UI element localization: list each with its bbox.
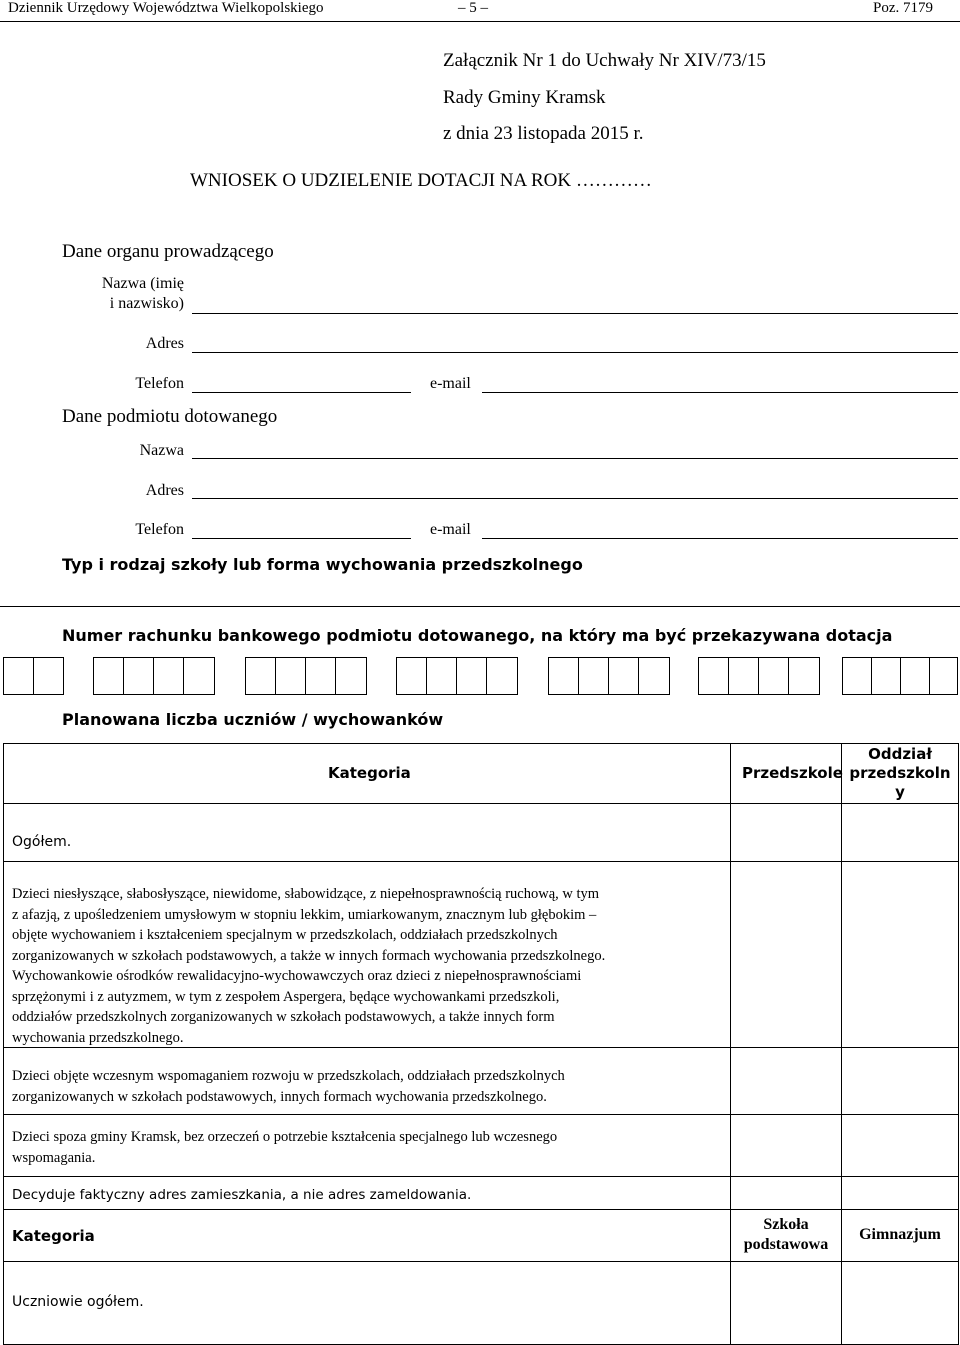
table2-col-header-gymnasium: Gimnazjum bbox=[859, 1226, 941, 1243]
organ-address-label: Adres bbox=[145, 335, 184, 352]
table2-col-header-primary-school: Szkoła podstawowa bbox=[743, 1216, 829, 1253]
entity-address-label: Adres bbox=[145, 482, 184, 499]
header-page-number: – 5 – bbox=[458, 0, 488, 16]
entity-name-label: Nazwa bbox=[139, 442, 184, 459]
document-title: WNIOSEK O UDZIELENIE DOTACJI NA ROK ………… bbox=[190, 170, 652, 191]
table2-col-header-category: Kategoria bbox=[12, 1227, 95, 1245]
attachment-line-3: z dnia 23 listopada 2015 r. bbox=[443, 123, 644, 144]
bank-digit-box[interactable] bbox=[153, 657, 184, 695]
organ-name-label-1: Nazwa (imię bbox=[101, 275, 184, 292]
entity-email-label: e-mail bbox=[430, 521, 471, 538]
organ-email-label: e-mail bbox=[430, 375, 471, 392]
bank-digit-box[interactable] bbox=[3, 657, 34, 695]
entity-email-field[interactable] bbox=[482, 538, 958, 539]
bank-digit-box[interactable] bbox=[426, 657, 457, 695]
header-divider bbox=[0, 21, 960, 22]
organ-address-field[interactable] bbox=[192, 352, 958, 353]
header-position: Poz. 7179 bbox=[873, 0, 933, 16]
bank-digit-box[interactable] bbox=[275, 657, 306, 695]
bank-digit-box[interactable] bbox=[33, 657, 64, 695]
row-disabled-children-label: Dzieci niesłyszące, słabosłyszące, niewidome, słabowidzące, z niepełnosprawnością ruchową, w tym z afazją, z upośledzeniem umysłowym w stopniu lekkim, umiarkowanym, znacznym lub głębokim – objęte wychowaniem i kształceniem specjalnym w przedszkolach, oddziałach przedszkolnych zorganizowanych w szkołach podstawowych, a także w innych formach wychowania przedszkolnego. Wychowankowie ośrodków rewalidacyjno-wychowawczych oraz dzieci z niepełnosprawnościami sprzężonymi i z autyzmem, w tym z zespołem Aspergera, będące wychowankami przedszkoli, oddziałów przedszkolnych zorganizowanych w szkołach podstawowych, a także innych form wychowania przedszkolnego. bbox=[12, 886, 606, 1046]
bank-digit-box[interactable] bbox=[608, 657, 639, 695]
entity-phone-field[interactable] bbox=[192, 538, 411, 539]
entity-phone-label: Telefon bbox=[135, 521, 184, 538]
row-early-support-label: Dzieci objęte wczesnym wspomaganiem rozwoju w przedszkolach, oddziałach przedszkolnych zorganizowanych w szkołach podstawowych, innych formach wychowania przedszkolnego. bbox=[12, 1068, 565, 1105]
school-type-heading: Typ i rodzaj szkoły lub forma wychowania przedszkolnego bbox=[62, 555, 583, 574]
organ-section-heading: Dane organu prowadzącego bbox=[62, 241, 274, 262]
col-header-preschool-unit: Oddział przedszkoln y bbox=[849, 745, 951, 801]
entity-address-field[interactable] bbox=[192, 498, 958, 499]
organ-name-field[interactable] bbox=[192, 313, 958, 314]
bank-digit-box[interactable] bbox=[93, 657, 124, 695]
bank-digit-box[interactable] bbox=[842, 657, 872, 695]
col-header-category: Kategoria bbox=[328, 764, 411, 782]
organ-phone-label: Telefon bbox=[135, 375, 184, 392]
bank-digit-box[interactable] bbox=[871, 657, 901, 695]
row-total-label: Ogółem. bbox=[12, 834, 72, 850]
school-type-field[interactable] bbox=[0, 606, 960, 607]
bank-digit-box[interactable] bbox=[456, 657, 487, 695]
bank-digit-box[interactable] bbox=[698, 657, 729, 695]
bank-digit-box[interactable] bbox=[486, 657, 518, 695]
attachment-line-1: Załącznik Nr 1 do Uchwały Nr XIV/73/15 bbox=[443, 50, 766, 71]
bank-digit-box[interactable] bbox=[758, 657, 789, 695]
bank-digit-box[interactable] bbox=[305, 657, 336, 695]
bank-digit-box[interactable] bbox=[929, 657, 958, 695]
entity-name-field[interactable] bbox=[192, 458, 958, 459]
organ-email-field[interactable] bbox=[482, 392, 958, 393]
bank-digit-box[interactable] bbox=[578, 657, 609, 695]
bank-digit-box[interactable] bbox=[245, 657, 276, 695]
organ-name-label-2: i nazwisko) bbox=[109, 295, 184, 312]
header-journal-name: Dziennik Urzędowy Województwa Wielkopolskiego bbox=[8, 0, 324, 16]
bank-digit-box[interactable] bbox=[728, 657, 759, 695]
bank-digit-box[interactable] bbox=[900, 657, 930, 695]
planned-count-heading: Planowana liczba uczniów / wychowanków bbox=[62, 710, 444, 729]
bank-digit-box[interactable] bbox=[335, 657, 367, 695]
bank-digit-box[interactable] bbox=[788, 657, 820, 695]
col-header-preschool: Przedszkole bbox=[742, 764, 843, 782]
table2-row-total-label: Uczniowie ogółem. bbox=[12, 1294, 144, 1310]
bank-digit-box[interactable] bbox=[183, 657, 215, 695]
bank-digit-box[interactable] bbox=[638, 657, 670, 695]
row-residence-note: Decyduje faktyczny adres zamieszkania, a nie adres zameldowania. bbox=[12, 1187, 472, 1203]
organ-phone-field[interactable] bbox=[192, 392, 411, 393]
bank-digit-box[interactable] bbox=[548, 657, 579, 695]
attachment-line-2: Rady Gminy Kramsk bbox=[443, 87, 606, 108]
entity-section-heading: Dane podmiotu dotowanego bbox=[62, 406, 278, 427]
bank-digit-box[interactable] bbox=[123, 657, 154, 695]
bank-account-heading: Numer rachunku bankowego podmiotu dotowanego, na który ma być przekazywana dotacja bbox=[62, 626, 893, 645]
row-outside-commune-label: Dzieci spoza gminy Kramsk, bez orzeczeń o potrzebie kształcenia specjalnego lub wczesnego wspomagania. bbox=[12, 1129, 558, 1166]
bank-digit-box[interactable] bbox=[396, 657, 427, 695]
